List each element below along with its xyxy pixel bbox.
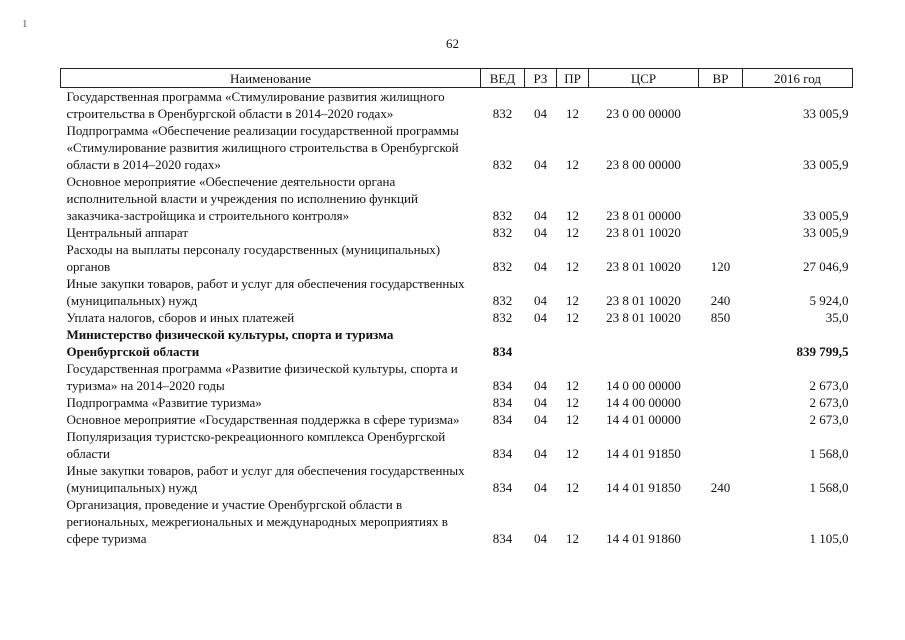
cell-name: Расходы на выплаты персоналу государственных (муниципальных) органов [66, 242, 441, 274]
cell-rz: 04 [534, 225, 547, 240]
cell-rz: 04 [534, 378, 547, 393]
cell-rz: 04 [534, 412, 547, 427]
cell-vr [699, 122, 743, 173]
cell-pr: 12 [566, 259, 579, 274]
cell-ved: 832 [492, 259, 513, 274]
cell-vr: 120 [710, 259, 731, 274]
cell-csr: 23 8 01 10020 [606, 225, 681, 240]
table-row [61, 462, 853, 496]
cell-rz: 04 [534, 531, 547, 546]
cell-sum: 5 924,0 [809, 293, 849, 308]
cell-sum: 1 105,0 [809, 531, 849, 546]
cell-ved: 834 [492, 344, 513, 359]
cell-rz [525, 326, 557, 360]
cell-name: Основное мероприятие «Государственная поддержка в сфере туризма» [66, 412, 460, 427]
header-rz: РЗ [525, 69, 557, 88]
cell-pr: 12 [566, 412, 579, 427]
cell-sum: 1 568,0 [809, 446, 849, 461]
cell-pr: 12 [566, 446, 579, 461]
table-row [61, 275, 853, 309]
cell-csr: 14 4 01 00000 [606, 412, 681, 427]
cell-sum: 839 799,5 [796, 344, 849, 359]
cell-ved: 834 [492, 395, 513, 410]
header-pr: ПР [557, 69, 589, 88]
cell-csr: 23 8 01 10020 [606, 293, 681, 308]
cell-pr: 12 [566, 531, 579, 546]
cell-pr: 12 [566, 480, 579, 495]
cell-ved: 832 [492, 225, 513, 240]
cell-name: Организация, проведение и участие Оренбургской области в региональных, межрегиональных и международных мероприятиях в сфере туризма [66, 497, 448, 546]
cell-csr: 14 4 01 91860 [606, 531, 681, 546]
cell-sum: 2 673,0 [809, 395, 849, 410]
table-row [61, 326, 853, 360]
table-header-row [61, 69, 853, 88]
cell-pr: 12 [566, 378, 579, 393]
table-row [61, 224, 853, 241]
cell-vr [699, 88, 743, 123]
header-csr: ЦСР [589, 69, 699, 88]
table-row [61, 428, 853, 462]
cell-pr: 12 [566, 395, 579, 410]
table-row [61, 122, 853, 173]
cell-pr: 12 [566, 293, 579, 308]
cell-name: Подпрограмма «Развитие туризма» [66, 395, 262, 410]
cell-ved: 832 [492, 157, 513, 172]
cell-vr [699, 394, 743, 411]
cell-name: Подпрограмма «Обеспечение реализации государственной программы «Стимулирование развития жилищного строительства в Оренбургской области в 2014–2020 годах» [66, 123, 459, 172]
cell-rz: 04 [534, 446, 547, 461]
cell-pr [557, 326, 589, 360]
cell-csr: 23 0 00 00000 [606, 106, 681, 121]
cell-sum: 33 005,9 [803, 157, 849, 172]
cell-pr: 12 [566, 310, 579, 325]
header-name: Наименование [61, 69, 481, 88]
table-row [61, 173, 853, 224]
table-row [61, 360, 853, 394]
edge-mark: 1 [22, 18, 28, 30]
cell-csr: 23 8 00 00000 [606, 157, 681, 172]
cell-rz: 04 [534, 310, 547, 325]
cell-name: Центральный аппарат [66, 225, 189, 240]
cell-csr: 14 4 00 00000 [606, 395, 681, 410]
cell-pr: 12 [566, 225, 579, 240]
cell-vr [699, 224, 743, 241]
cell-vr [699, 496, 743, 547]
cell-vr [699, 326, 743, 360]
header-vr: ВР [699, 69, 743, 88]
cell-name: Иные закупки товаров, работ и услуг для обеспечения государственных (муниципальных) нужд [66, 463, 465, 495]
cell-sum: 2 673,0 [809, 412, 849, 427]
cell-sum: 27 046,9 [803, 259, 849, 274]
cell-sum: 33 005,9 [803, 208, 849, 223]
cell-vr [699, 360, 743, 394]
cell-rz: 04 [534, 480, 547, 495]
table-row [61, 394, 853, 411]
cell-rz: 04 [534, 259, 547, 274]
table-body [61, 88, 853, 548]
cell-rz: 04 [534, 293, 547, 308]
cell-csr: 14 4 01 91850 [606, 446, 681, 461]
cell-name: Основное мероприятие «Обеспечение деятельности органа исполнительной власти и учреждения по исполнению функций заказчика-застройщика и строительного контроля» [66, 174, 418, 223]
page-number: 62 [446, 36, 459, 51]
cell-ved: 832 [492, 208, 513, 223]
cell-csr [589, 326, 699, 360]
cell-ved: 834 [492, 446, 513, 461]
table-row [61, 411, 853, 428]
cell-ved: 832 [492, 293, 513, 308]
cell-vr [699, 173, 743, 224]
cell-csr: 23 8 01 10020 [606, 259, 681, 274]
cell-vr: 240 [710, 293, 731, 308]
cell-sum: 35,0 [825, 310, 849, 325]
cell-name: Уплата налогов, сборов и иных платежей [66, 310, 295, 325]
cell-name: Иные закупки товаров, работ и услуг для обеспечения государственных (муниципальных) нужд [66, 276, 465, 308]
cell-pr: 12 [566, 208, 579, 223]
cell-rz: 04 [534, 157, 547, 172]
cell-csr: 23 8 01 00000 [606, 208, 681, 223]
cell-sum: 1 568,0 [809, 480, 849, 495]
cell-name: Министерство физической культуры, спорта и туризма Оренбургской области [66, 327, 394, 359]
cell-ved: 832 [492, 310, 513, 325]
cell-name: Популяризация туристско-рекреационного комплекса Оренбургской области [66, 429, 446, 461]
table-row [61, 496, 853, 547]
cell-pr: 12 [566, 157, 579, 172]
cell-vr: 240 [710, 480, 731, 495]
cell-sum: 33 005,9 [803, 106, 849, 121]
table-row [61, 88, 853, 123]
cell-ved: 832 [492, 106, 513, 121]
cell-sum: 33 005,9 [803, 225, 849, 240]
table-row [61, 309, 853, 326]
table-row [61, 241, 853, 275]
cell-name: Государственная программа «Стимулирование развития жилищного строительства в Оренбургской области в 2014–2020 годах» [66, 89, 445, 121]
cell-ved: 834 [492, 531, 513, 546]
cell-vr [699, 411, 743, 428]
cell-name: Государственная программа «Развитие физической культуры, спорта и туризма» на 2014–2020 годы [66, 361, 458, 393]
cell-ved: 834 [492, 412, 513, 427]
cell-rz: 04 [534, 208, 547, 223]
cell-csr: 14 4 01 91850 [606, 480, 681, 495]
cell-pr: 12 [566, 106, 579, 121]
cell-csr: 23 8 01 10020 [606, 310, 681, 325]
cell-vr: 850 [710, 310, 731, 325]
cell-csr: 14 0 00 00000 [606, 378, 681, 393]
header-year: 2016 год [743, 69, 853, 88]
cell-vr [699, 428, 743, 462]
cell-rz: 04 [534, 395, 547, 410]
budget-table [60, 68, 853, 547]
cell-ved: 834 [492, 480, 513, 495]
cell-rz: 04 [534, 106, 547, 121]
header-ved: ВЕД [481, 69, 525, 88]
cell-sum: 2 673,0 [809, 378, 849, 393]
cell-ved: 834 [492, 378, 513, 393]
